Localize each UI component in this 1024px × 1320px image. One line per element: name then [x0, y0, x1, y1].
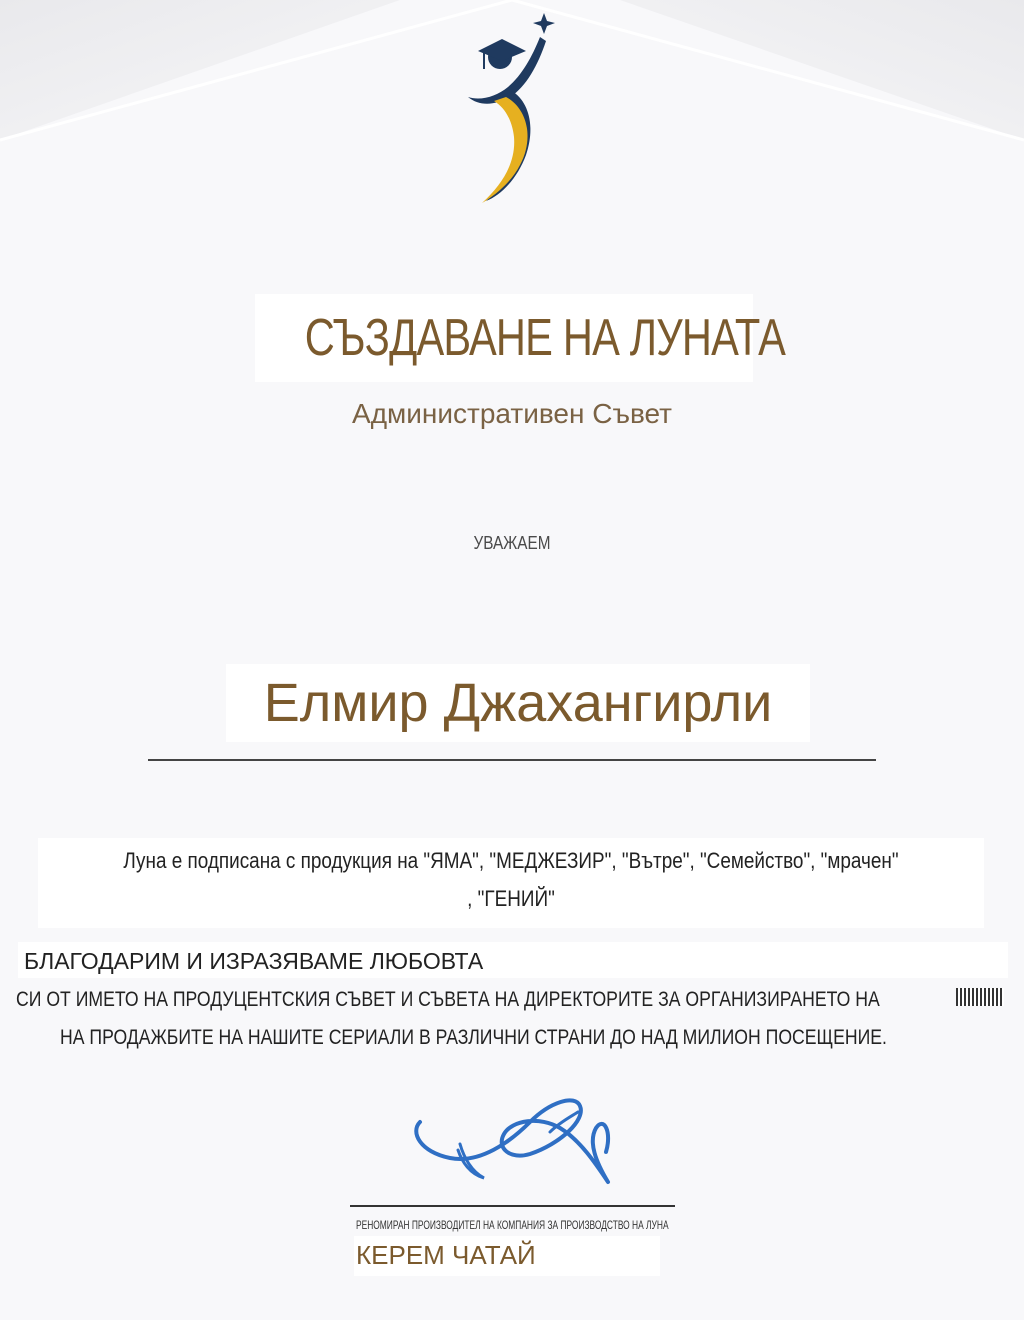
body-text-panel [38, 838, 984, 928]
certificate-title: СЪЗДАВАНЕ НА ЛУНАТА [304, 309, 786, 367]
body-line-2: , "ГЕНИЙ" [467, 886, 555, 911]
signatory-name-panel [354, 1236, 660, 1276]
name-underline [148, 759, 876, 761]
recipient-name-panel [226, 664, 810, 742]
body-line-1: Луна е подписана с продукция на "ЯМА", "МЕДЖЕЗИР", "Вътре", "Семейство", "мрачен" [123, 848, 899, 873]
certificate-subtitle: Административен Съвет [352, 398, 672, 429]
graduate-star-logo [450, 5, 580, 210]
thanks-line-1: СИ ОТ ИМЕТО НА ПРОДУЦЕНТСКИЯ СЪВЕТ И СЪВЕТА НА ДИРЕКТОРИТЕ ЗА ОРГАНИЗИРАНЕТО НА [16, 988, 880, 1011]
redacted-mark [956, 988, 1004, 1006]
recipient-name: Елмир Джахангирли [263, 673, 773, 733]
salutation: УВАЖАЕМ [473, 533, 551, 553]
signature-scribble [400, 1092, 620, 1192]
thanks-line-2: НА ПРОДАЖБИТЕ НА НАШИТЕ СЕРИАЛИ В РАЗЛИЧНИ СТРАНИ ДО НАД МИЛИОН ПОСЕЩЕНИЕ. [60, 1026, 887, 1049]
signatory-title: РЕНОМИРАН ПРОИЗВОДИТЕЛ НА КОМПАНИЯ ЗА ПРОИЗВОДСТВО НА ЛУНА [356, 1218, 669, 1232]
signature-line [350, 1205, 675, 1207]
signatory-name: КЕРЕМ ЧАТАЙ [356, 1240, 536, 1270]
title-panel [255, 294, 786, 382]
thanks-heading: БЛАГОДАРИМ И ИЗРАЗЯВАМЕ ЛЮБОВТА [24, 948, 484, 974]
thanks-heading-panel [18, 942, 1008, 978]
